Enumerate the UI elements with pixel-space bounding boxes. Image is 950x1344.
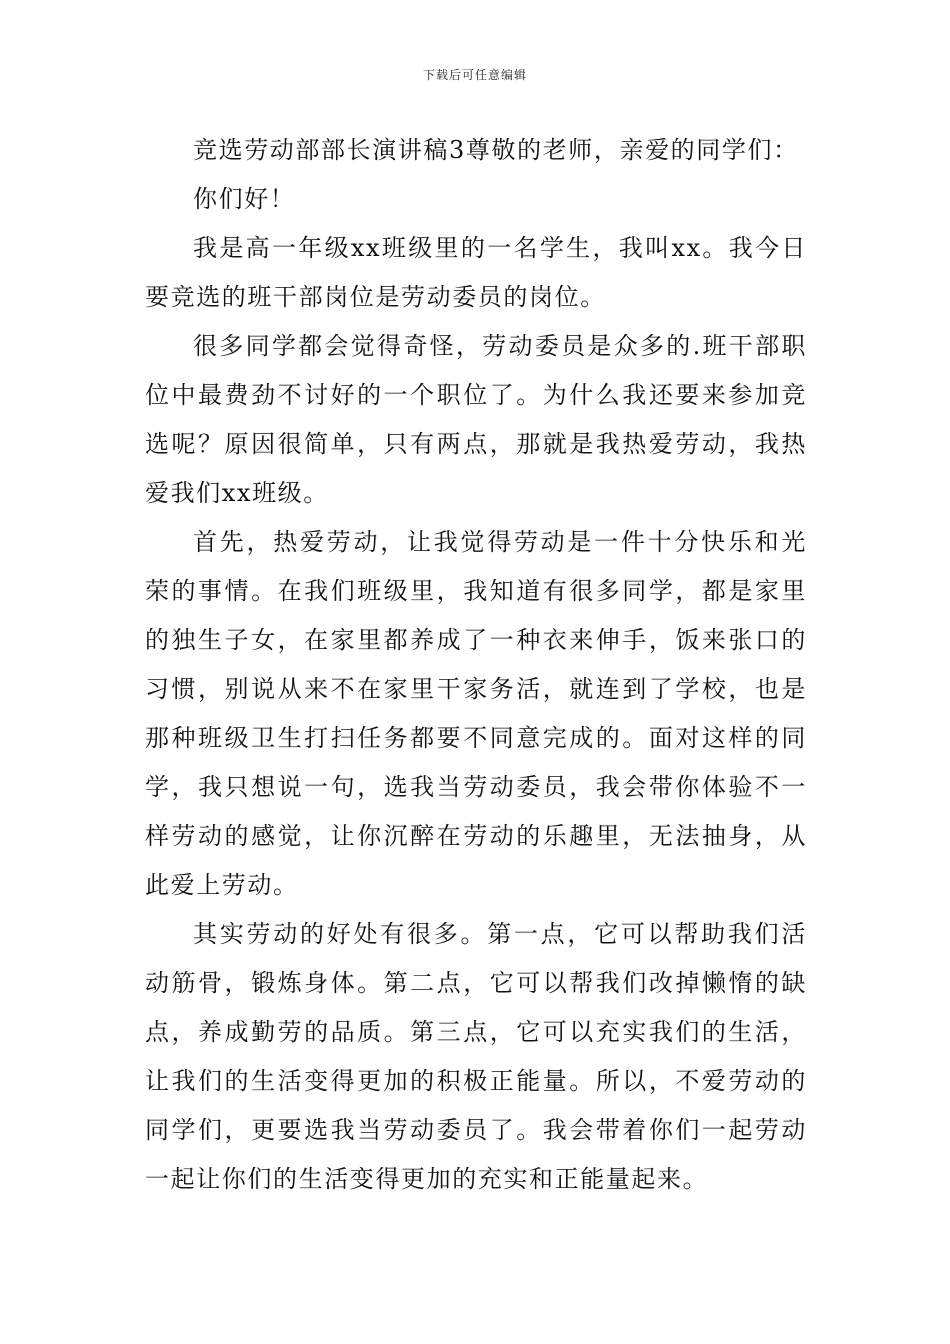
paragraph-intro: 我是高一年级xx班级里的一名学生，我叫xx。我今日要竞选的班干部岗位是劳动委员的岗位。 bbox=[145, 234, 807, 311]
paragraph-benefits: 其实劳动的好处有很多。第一点，它可以帮助我们活动筋骨，锻炼身体。第二点，它可以帮我们改掉懒惰的缺点，养成勤劳的品质。第三点，它可以充实我们的生活，让我们的生活变得更加的积极正能量。所以，不爱劳动的同学们，更要选我当劳动委员了。我会带着你们一起劳动一起让你们的生活变得更加的充实和正能量起来。 bbox=[145, 920, 807, 1193]
paragraph-greeting: 你们好！ bbox=[193, 185, 296, 213]
paragraph-first-point: 首先，热爱劳动，让我觉得劳动是一件十分快乐和光荣的事情。在我们班级里，我知道有很多同学，都是家里的独生子女，在家里都养成了一种衣来伸手，饭来张口的习惯，别说从来不在家里干家务活，就连到了学校，也是那种班级卫生打扫任务都要不同意完成的。面对这样的同学，我只想说一句，选我当劳动委员，我会带你体验不一样劳动的感觉，让你沉醉在劳动的乐趣里，无法抽身，从此爱上劳动。 bbox=[145, 528, 807, 899]
document-body bbox=[145, 126, 807, 1204]
header-note: 下载后可任意编辑 bbox=[422, 68, 527, 82]
paragraph-title: 竞选劳动部部长演讲稿3尊敬的老师，亲爱的同学们： bbox=[193, 136, 799, 164]
paragraph-reason: 很多同学都会觉得奇怪，劳动委员是众多的.班干部职位中最费劲不讨好的一个职位了。为什么我还要来参加竞选呢？原因很简单，只有两点，那就是我热爱劳动，我热爱我们xx班级。 bbox=[145, 332, 807, 507]
